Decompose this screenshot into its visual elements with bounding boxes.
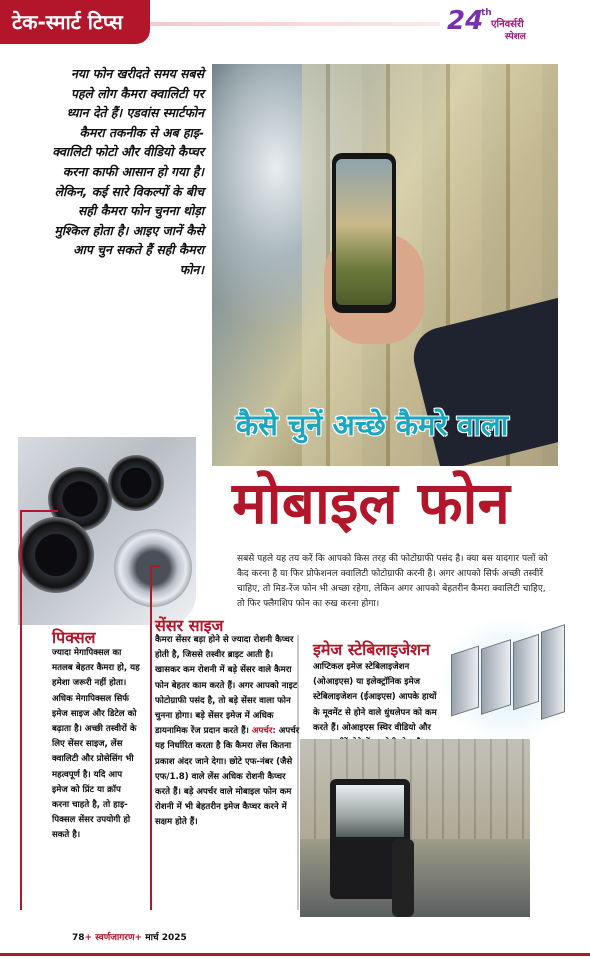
page-number: 78 xyxy=(72,933,85,943)
stabilization-text: आप्टिकल इमेज स्टेबिलाइजेशन (ओआइएस) या इलेक्ट्रॉनिक इमेज स्टेबिलाइजेशन (ईआइएस) आपके हाथों के मूवमेंट से होने वाले धुंधलेपन को कम करते हैं। ओआइएस स्थिर वीडियो और xyxy=(313,662,437,733)
module-layer xyxy=(481,639,511,715)
lens-icon xyxy=(114,529,192,607)
sensor-text xyxy=(155,633,301,831)
smartphone-image xyxy=(332,153,396,313)
aperture-label: अपर्चर: xyxy=(251,726,276,737)
section-tab xyxy=(0,0,150,44)
lens-icon xyxy=(18,517,94,593)
module-layer xyxy=(513,634,539,710)
anniversary-badge xyxy=(447,6,577,40)
header-rule xyxy=(150,22,440,26)
intro-text: नया फोन खरीदते समय सबसे पहले लोग कैमरा क्वालिटी पर ध्यान देते हैं। एडवांस स्मार्टफोन कैमरा तकनीक से अब हाइ-क्वालिटी फोटो और वीडियो कैप्चर करना काफी आसान हो गया है। लेकिन, कई सारे विकल्पों के बीच सही कैमरा फोन चुनना थोड़ा मुश्किल होता है। आइए जानें कैसे आप चुन सकते हैं सही कैमरा फोन। xyxy=(52,66,204,277)
aperture-paragraph: अपर्चर यह निर्धारित करता है कि कैमरा लेंस कितना प्रकाश अंदर जाने देगा। छोटे एफ-नंबर (जैसे एफ/1.8) वाले लेंस अधिक रोशनी कैप्चर करते हैं। बड़े अपर्चर वाले मोबाइल फोन कम रोशनी में भी बेहतरीन इमेज कैप्चर करने में सक्षम होते हैं। xyxy=(155,726,300,828)
magazine-name: स्वर्णजागरण xyxy=(95,933,135,943)
gimbal-photo xyxy=(300,739,530,917)
column-rule xyxy=(150,565,160,567)
sensor-paragraph: कैमरा सेंसर बड़ा होने से ज्यादा रोशनी कैप्चर होती है, जिससे तस्वीर ब्राइट आती है। खासकर कम रोशनी में बड़े सेंसर वाले कैमरा फोन बेहतर काम करते हैं। अगर आपको नाइट फोटोग्राफी पसंद है, तो बड़े सेंसर वाला फोन चुनना होगा। बड़े सेंसर इमेज में अधिक डायनामिक रेंज प्रदान करते हैं। xyxy=(155,635,298,737)
issue-date: मार्च 2025 xyxy=(145,933,187,943)
column-rule xyxy=(20,510,58,512)
column-rule xyxy=(150,565,152,910)
lead-paragraph: सबसे पहले यह तय करें कि आपको किस तरह की फोटोग्राफी पसंद है। क्या बस यादगार पलों को कैद करना है या फिर प्रोफेशनल क्वालिटी फोटोग्राफी करनी है। अगर आपको सिर्फ अच्छी तस्वीरें चाहिए, तो मिड-रेंज फोन भी अच्छा रहेगा, लेकिन अगर आपको बेहतरीन कैमरा क्वालिटी चाहिए, तो फिर फ्लैगशिप फोन का रुख करना होगा। xyxy=(237,554,548,609)
phone-screen xyxy=(336,159,392,305)
camera-lens-image xyxy=(18,437,196,625)
sensor-heading: सेंसर साइज xyxy=(155,616,224,635)
stabilizer-exploded-image xyxy=(443,620,573,740)
pixel-text: ज्यादा मेगापिक्सल का मतलब बेहतर कैमरा हो, यह हमेशा जरूरी नहीं होता। अधिक मेगापिक्सल सिर्फ इमेज साइज और डिटेल को बढ़ाता है। अच्छी तस्वीरों के लिए सेंसर साइज, लेंस क्वालिटी और प्रोसेसिंग भी महत्वपूर्ण है। यदि आप इमेज को प्रिंट या क्रॉप करना चाहते है, तो हाइ-पिक्सल सेंसर उपयोगी हो सकते है। xyxy=(52,648,140,841)
headline-line2: मोबाइल फोन xyxy=(232,469,510,537)
footer-separator: + xyxy=(134,933,143,943)
footer-separator: + xyxy=(84,933,93,943)
gimbal-phone-screen xyxy=(336,785,404,837)
gimbal-handle xyxy=(392,839,414,917)
section-label: टेक-स्मार्ट टिप्स xyxy=(12,10,123,34)
footer-rule xyxy=(0,953,590,956)
module-layer xyxy=(541,624,565,720)
column-rule xyxy=(20,510,22,910)
page-footer xyxy=(72,930,187,943)
module-layer xyxy=(451,645,479,716)
badge-number: 24 xyxy=(447,6,484,36)
lens-icon xyxy=(108,455,164,511)
pixel-heading: पिक्सल xyxy=(52,628,96,647)
stabilization-heading: इमेज स्टेबिलाइजेशन xyxy=(313,640,430,659)
badge-line2: स्पेशल xyxy=(505,32,526,42)
badge-line1: एनिवर्सरी xyxy=(491,19,524,30)
badge-suffix: th xyxy=(481,8,492,18)
headline-line1: कैसे चुनें अच्छे कैमरे वाला xyxy=(236,408,509,442)
